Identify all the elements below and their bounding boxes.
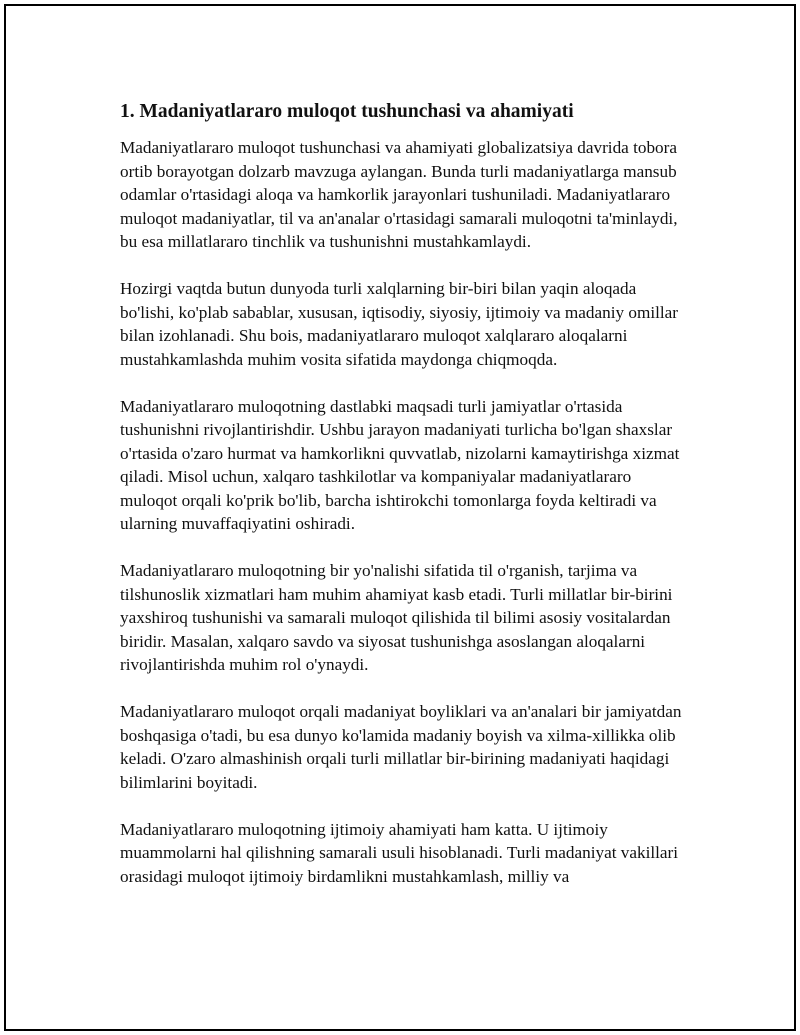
document-body [120,100,688,912]
paragraph-5: Madaniyatlararo muloqot orqali madaniyat boyliklari va an'analari bir jamiyatdan boshqasiga o'tadi, bu esa dunyo ko'lamida madaniy boyish va xilma-xillikka olib keladi. O'zaro almashinish orqali turli millatlar bir-birining madaniyati haqidagi bilimlarini boyitadi. [120,702,682,792]
paragraph-4: Madaniyatlararo muloqotning bir yo'nalishi sifatida til o'rganish, tarjima va tilshunoslik xizmatlari ham muhim ahamiyat kasb etadi. Turli millatlar bir-birini yaxshiroq tushunishi va samarali muloqot qilishida til bilimi asosiy vositalardan biridir. Masalan, xalqaro savdo va siyosat tushunishga asoslangan aloqalarni rivojlantirishda muhim rol o'ynaydi. [120,561,673,674]
paragraph-3: Madaniyatlararo muloqotning dastlabki maqsadi turli jamiyatlar o'rtasida tushunishni rivojlantirishdir. Ushbu jarayon madaniyati turlicha bo'lgan shaxslar o'rtasida o'zaro hurmat va hamkorlikni quvvatlab, nizolarni kamaytirishga xizmat qiladi. Misol uchun, xalqaro tashkilotlar va kompaniyalar madaniyatlararo muloqot orqali ko'prik bo'lib, barcha ishtirokchi tomonlarga foyda keltiradi va ularning muvaffaqiyatini oshiradi. [120,396,680,533]
paragraph-2: Hozirgi vaqtda butun dunyoda turli xalqlarning bir-biri bilan yaqin aloqada bo'lishi, ko'plab sabablar, xususan, iqtisodiy, siyosiy, ijtimoiy va madaniy omillar bilan izohlanadi. Shu bois, madaniyatlararo muloqot xalqlararo aloqalarni mustahkamlashda muhim vosita sifatida maydonga chiqmoqda. [120,279,678,369]
paragraph-6: Madaniyatlararo muloqotning ijtimoiy ahamiyati ham katta. U ijtimoiy muammolarni hal qilishning samarali usuli hisoblanadi. Turli madaniyat vakillari orasidagi muloqot ijtimoiy birdamlikni mustahkamlash, milliy va [120,819,679,886]
page-frame [4,4,796,1031]
paragraph-1: Madaniyatlararo muloqot tushunchasi va ahamiyati globalizatsiya davrida tobora ortib borayotgan dolzarb mavzuga aylangan. Bunda turli madaniyatlarga mansub odamlar o'rtasidagi aloqa va hamkorlik jarayonlari tushuniladi. Madaniyatlararo muloqot madaniyatlar, til va an'analar o'rtasidagi samarali muloqotni ta'minlaydi, bu esa millatlararo tinchlik va tushunishni mustahkamlaydi. [120,138,678,251]
section-heading: 1. Madaniyatlararo muloqot tushunchasi va ahamiyati [120,101,574,122]
